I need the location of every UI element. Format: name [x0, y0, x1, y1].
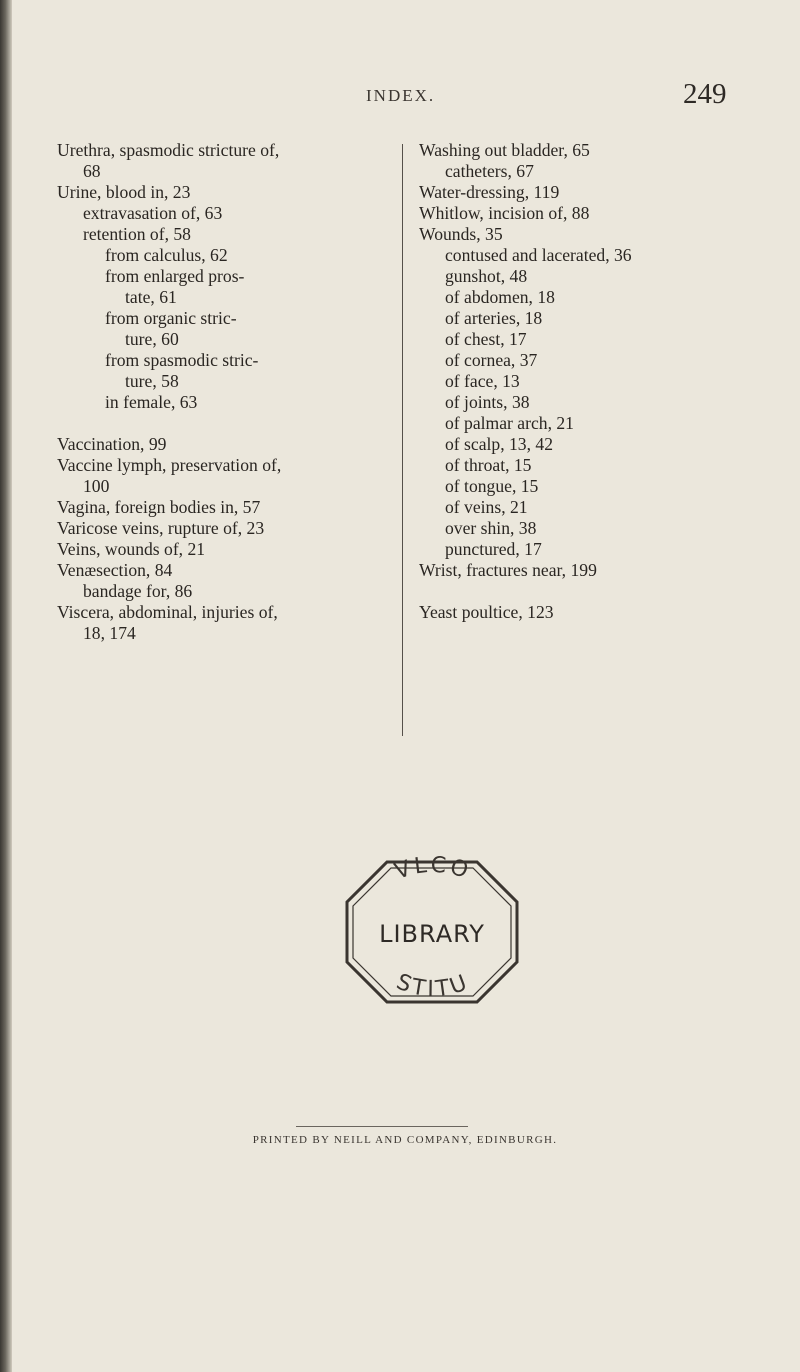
index-entry: of abdomen, 18: [445, 287, 555, 307]
index-entry: catheters, 67: [445, 161, 534, 181]
index-entry: from enlarged pros-: [105, 266, 245, 286]
index-entry: of joints, 38: [445, 392, 530, 412]
column-divider: [402, 144, 403, 736]
index-entry: Varicose veins, rupture of, 23: [57, 518, 265, 538]
index-entry: in female, 63: [105, 392, 198, 412]
index-entry: retention of, 58: [83, 224, 191, 244]
index-entry: of face, 13: [445, 371, 520, 391]
index-entry: Venæsection, 84: [57, 560, 173, 580]
stamp-arc-bottom: STITU: [392, 969, 474, 1003]
index-column-left: [57, 140, 397, 644]
index-entry: Vaccination, 99: [57, 434, 167, 454]
index-entry: Viscera, abdominal, injuries of,: [57, 602, 278, 622]
index-entry: Wounds, 35: [419, 224, 503, 244]
index-entry: of cornea, 37: [445, 350, 538, 370]
index-entry: from spasmodic stric-: [105, 350, 259, 370]
index-entry: extravasation of, 63: [83, 203, 223, 223]
index-entry: of palmar arch, 21: [445, 413, 574, 433]
index-entry: Vaccine lymph, preservation of,: [57, 455, 282, 475]
library-stamp: [327, 854, 537, 1004]
index-entry: Vagina, foreign bodies in, 57: [57, 497, 261, 517]
index-entry: Wrist, fractures near, 199: [419, 560, 597, 580]
index-entry: gunshot, 48: [445, 266, 528, 286]
index-entry: of chest, 17: [445, 329, 527, 349]
index-entry: 68: [83, 161, 101, 181]
index-entry: 100: [83, 476, 110, 496]
index-entry: Water-dressing, 119: [419, 182, 560, 202]
stamp-arc-top: VLCO: [391, 854, 474, 885]
index-entry: Yeast poultice, 123: [419, 602, 554, 622]
index-entry: Urethra, spasmodic stricture of,: [57, 140, 280, 160]
index-entry: of scalp, 13, 42: [445, 434, 553, 454]
index-entry: of tongue, 15: [445, 476, 539, 496]
index-entry: ture, 58: [125, 371, 179, 391]
index-entry: of arteries, 18: [445, 308, 543, 328]
index-entry: Whitlow, incision of, 88: [419, 203, 590, 223]
index-entry: ture, 60: [125, 329, 179, 349]
footer-rule: [296, 1126, 468, 1127]
index-entry: tate, 61: [125, 287, 177, 307]
index-column-right: [419, 140, 789, 623]
index-entry: 18, 174: [83, 623, 136, 643]
running-header: INDEX.: [366, 86, 436, 105]
index-entry: punctured, 17: [445, 539, 542, 559]
page-number: 249: [683, 78, 727, 110]
page-edge-shadow: [0, 0, 12, 1372]
index-entry: Washing out bladder, 65: [419, 140, 590, 160]
index-entry: from calculus, 62: [105, 245, 228, 265]
index-entry: of throat, 15: [445, 455, 532, 475]
printer-imprint: PRINTED BY NEILL AND COMPANY, EDINBURGH.: [252, 1134, 558, 1146]
index-entry: over shin, 38: [445, 518, 537, 538]
stamp-label: LIBRARY: [379, 920, 485, 948]
index-entry: of veins, 21: [445, 497, 528, 517]
index-entry: Urine, blood in, 23: [57, 182, 191, 202]
index-entry: from organic stric-: [105, 308, 237, 328]
index-entry: contused and lacerated, 36: [445, 245, 632, 265]
index-entry: bandage for, 86: [83, 581, 193, 601]
svg-text:STITU: [393, 970, 473, 1003]
svg-text:VLCO: [392, 854, 474, 885]
index-entry: Veins, wounds of, 21: [57, 539, 206, 559]
